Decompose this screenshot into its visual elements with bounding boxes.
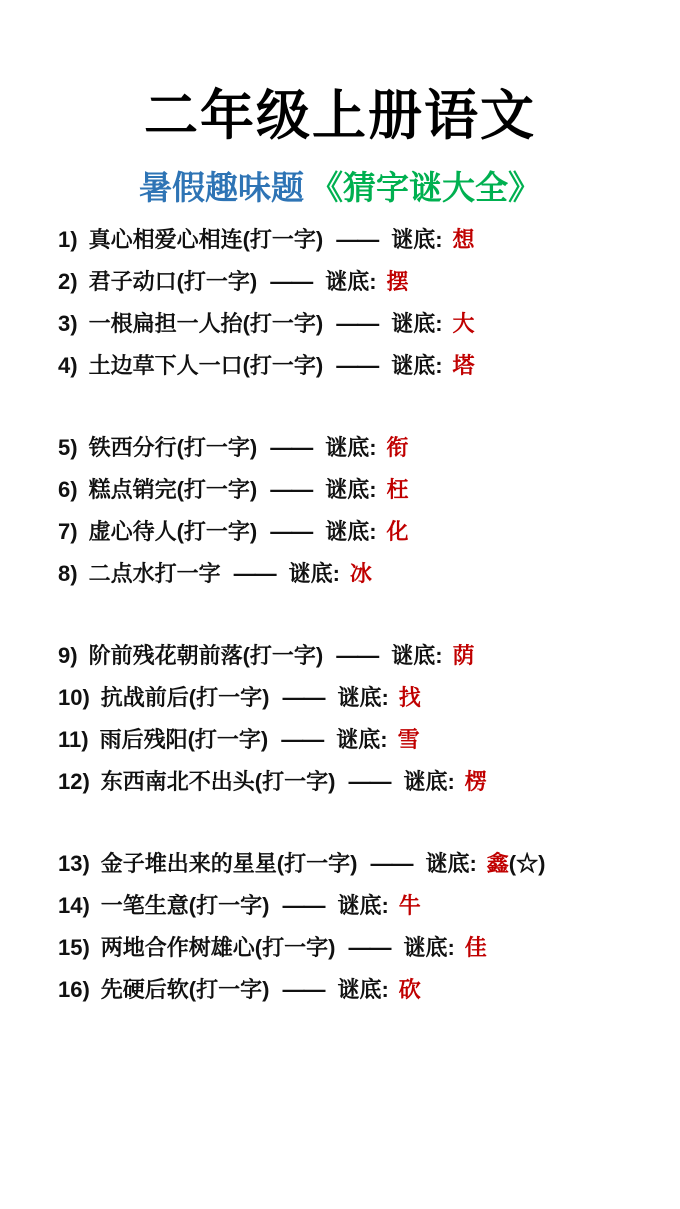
answer-text: 大 xyxy=(452,310,475,336)
riddle-item xyxy=(58,843,680,885)
answer-text: 牛 xyxy=(398,892,421,918)
riddle-text: 先硬后软(打一字) xyxy=(100,976,270,1002)
dash-separator: —— xyxy=(336,642,379,668)
riddle-item xyxy=(58,635,680,677)
riddle-group-2 xyxy=(58,427,680,595)
answer-text: 化 xyxy=(386,518,409,544)
item-number: 6) xyxy=(58,476,78,502)
riddle-list xyxy=(0,219,680,1011)
riddle-text: 虚心待人(打一字) xyxy=(88,518,258,544)
dash-separator: —— xyxy=(281,726,324,752)
answer-label: 谜底: xyxy=(403,934,455,960)
page-title: 二年级上册语文 xyxy=(144,86,536,146)
answer-label: 谜底: xyxy=(425,850,477,876)
dash-separator: —— xyxy=(336,352,379,378)
dash-separator: —— xyxy=(270,518,313,544)
answer-label: 谜底: xyxy=(391,310,443,336)
riddle-item xyxy=(58,927,680,969)
dash-separator: —— xyxy=(270,268,313,294)
dash-separator: —— xyxy=(282,892,325,918)
riddle-text: 抗战前后(打一字) xyxy=(100,684,270,710)
riddle-text: 阶前残花朝前落(打一字) xyxy=(88,642,324,668)
answer-label: 谜底: xyxy=(325,268,377,294)
answer-label: 谜底: xyxy=(337,976,389,1002)
answer-label: 谜底: xyxy=(337,684,389,710)
answer-text: 鑫 xyxy=(486,850,509,876)
answer-label: 谜底: xyxy=(336,726,388,752)
answer-label: 谜底: xyxy=(391,226,443,252)
subtitle-blue-text: 暑假趣味题 xyxy=(139,168,304,206)
riddle-item xyxy=(58,303,680,345)
riddle-item xyxy=(58,511,680,553)
riddle-text: 一根扁担一人抬(打一字) xyxy=(88,310,324,336)
subtitle-green-text: 《猜字谜大全》 xyxy=(310,168,541,206)
item-number: 9) xyxy=(58,642,78,668)
riddle-text: 铁西分行(打一字) xyxy=(88,434,258,460)
dash-separator: —— xyxy=(270,434,313,460)
dash-separator: —— xyxy=(282,976,325,1002)
answer-label: 谜底: xyxy=(288,560,340,586)
riddle-item xyxy=(58,761,680,803)
riddle-text: 糕点销完(打一字) xyxy=(88,476,258,502)
dash-separator: —— xyxy=(348,934,391,960)
riddle-text: 金子堆出来的星星(打一字) xyxy=(100,850,358,876)
dash-separator: —— xyxy=(336,226,379,252)
riddle-text: 君子动口(打一字) xyxy=(88,268,258,294)
dash-separator: —— xyxy=(370,850,413,876)
riddle-group-4 xyxy=(58,843,680,1011)
riddle-item xyxy=(58,469,680,511)
riddle-text: 土边草下人一口(打一字) xyxy=(88,352,324,378)
answer-label: 谜底: xyxy=(325,518,377,544)
answer-text: 衔 xyxy=(386,434,409,460)
riddle-text: 雨后残阳(打一字) xyxy=(99,726,269,752)
riddle-item xyxy=(58,885,680,927)
answer-text: 雪 xyxy=(397,726,420,752)
riddle-item xyxy=(58,219,680,261)
answer-text: 砍 xyxy=(398,976,421,1002)
item-number: 1) xyxy=(58,226,78,252)
riddle-text: 真心相爱心相连(打一字) xyxy=(88,226,324,252)
answer-suffix: (☆) xyxy=(508,850,546,876)
item-number: 2) xyxy=(58,268,78,294)
answer-text: 佳 xyxy=(464,934,487,960)
item-number: 8) xyxy=(58,560,78,586)
answer-label: 谜底: xyxy=(403,768,455,794)
item-number: 11) xyxy=(58,726,89,752)
item-number: 16) xyxy=(58,976,90,1002)
item-number: 14) xyxy=(58,892,90,918)
item-number: 13) xyxy=(58,850,90,876)
riddle-item xyxy=(58,719,680,761)
riddle-item xyxy=(58,261,680,303)
dash-separator: —— xyxy=(282,684,325,710)
answer-label: 谜底: xyxy=(391,642,443,668)
riddle-item xyxy=(58,345,680,387)
answer-text: 塔 xyxy=(452,352,475,378)
answer-text: 找 xyxy=(398,684,421,710)
answer-label: 谜底: xyxy=(325,476,377,502)
answer-label: 谜底: xyxy=(391,352,443,378)
riddle-item xyxy=(58,427,680,469)
item-number: 7) xyxy=(58,518,78,544)
answer-text: 枉 xyxy=(386,476,409,502)
riddle-group-1 xyxy=(58,219,680,387)
riddle-item xyxy=(58,969,680,1011)
riddle-text: 二点水打一字 xyxy=(88,560,221,586)
answer-text: 摆 xyxy=(386,268,409,294)
riddle-text: 一笔生意(打一字) xyxy=(100,892,270,918)
riddle-item xyxy=(58,677,680,719)
dash-separator: —— xyxy=(233,560,276,586)
dash-separator: —— xyxy=(336,310,379,336)
riddle-text: 两地合作树雄心(打一字) xyxy=(100,934,336,960)
riddle-item xyxy=(58,553,680,595)
item-number: 10) xyxy=(58,684,90,710)
riddle-group-3 xyxy=(58,635,680,803)
dash-separator: —— xyxy=(348,768,391,794)
item-number: 3) xyxy=(58,310,78,336)
answer-label: 谜底: xyxy=(325,434,377,460)
answer-text: 荫 xyxy=(452,642,475,668)
dash-separator: —— xyxy=(270,476,313,502)
riddle-text: 东西南北不出头(打一字) xyxy=(100,768,336,794)
answer-label: 谜底: xyxy=(337,892,389,918)
item-number: 5) xyxy=(58,434,78,460)
answer-text: 楞 xyxy=(464,768,487,794)
page-subtitle xyxy=(0,169,680,207)
item-number: 12) xyxy=(58,768,90,794)
item-number: 15) xyxy=(58,934,90,960)
item-number: 4) xyxy=(58,352,78,378)
answer-text: 冰 xyxy=(349,560,372,586)
answer-text: 想 xyxy=(452,226,475,252)
